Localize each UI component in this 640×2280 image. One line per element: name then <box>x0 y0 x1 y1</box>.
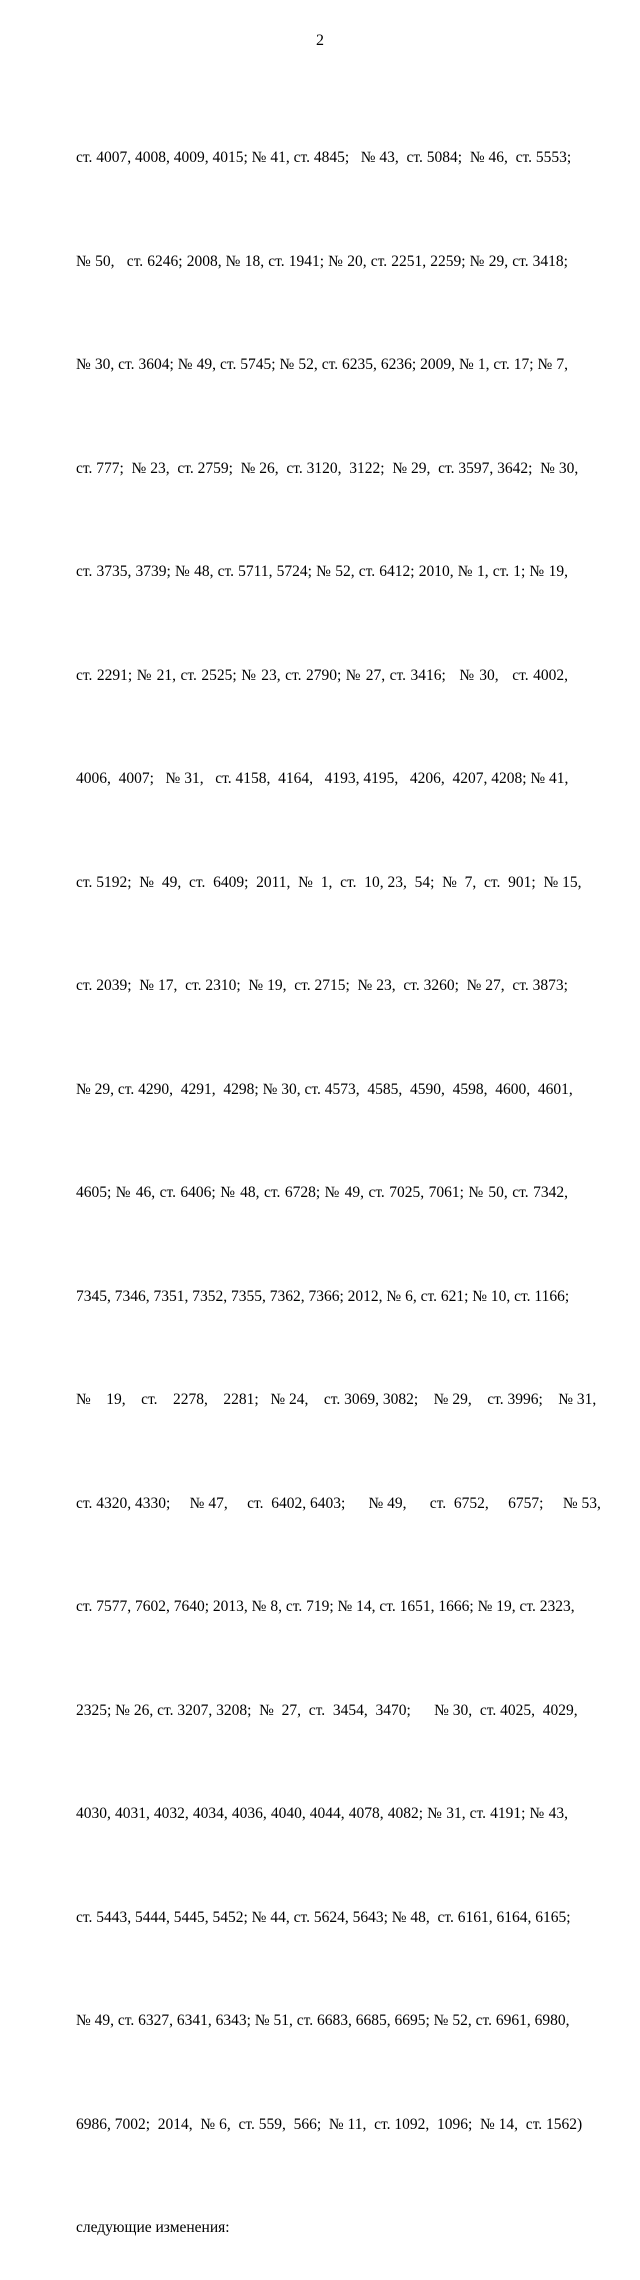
text-line: ст. 3735, 3739; № 48, ст. 5711, 5724; № 52, ст. 6412; 2010, № 1, ст. 1; № 19, <box>76 563 568 580</box>
text-line: ст. 2039; № 17, ст. 2310; № 19, ст. 2715; № 23, ст. 3260; № 27, ст. 3873; <box>76 977 568 994</box>
text-line: следующие изменения: <box>76 2219 230 2236</box>
text-line: 2325; № 26, ст. 3207, 3208; № 27, ст. 3454, 3470; № 30, ст. 4025, 4029, <box>76 1701 578 1719</box>
text-line: ст. 2291; № 21, ст. 2525; № 23, ст. 2790; № 27, ст. 3416; № 30, ст. 4002, <box>76 666 568 684</box>
text-line: ст. 4007, 4008, 4009, 4015; № 41, ст. 4845; № 43, ст. 5084; № 46, ст. 5553; <box>76 149 572 166</box>
text-line: 7345, 7346, 7351, 7352, 7355, 7362, 7366; 2012, № 6, ст. 621; № 10, ст. 1166; <box>76 1287 570 1305</box>
text-line: ст. 5192; № 49, ст. 6409; 2011, № 1, ст. 10, 23, 54; № 7, ст. 901; № 15, <box>76 873 582 891</box>
text-line: № 50, ст. 6246; 2008, № 18, ст. 1941; № 20, ст. 2251, 2259; № 29, ст. 3418; <box>76 252 568 270</box>
text-line: ст. 5443, 5444, 5445, 5452; № 44, ст. 5624, 5643; № 48, ст. 6161, 6164, 6165; <box>76 1908 571 1926</box>
text-line: № 19, ст. 2278, 2281; № 24, ст. 3069, 3082; № 29, ст. 3996; № 31, <box>76 1391 597 1408</box>
text-line: 4605; № 46, ст. 6406; № 48, ст. 6728; № 49, ст. 7025, 7061; № 50, ст. 7342, <box>76 1184 568 1201</box>
body-text <box>76 72 601 2280</box>
text-line: ст. 4320, 4330; № 47, ст. 6402, 6403; № 49, ст. 6752, 6757; № 53, <box>76 1494 601 1512</box>
text-line: 4030, 4031, 4032, 4034, 4036, 4040, 4044, 4078, 4082; № 31, ст. 4191; № 43, <box>76 1805 568 1822</box>
text-line: ст. 7577, 7602, 7640; 2013, № 8, ст. 719; № 14, ст. 1651, 1666; № 19, ст. 2323, <box>76 1598 575 1615</box>
text-line: № 30, ст. 3604; № 49, ст. 5745; № 52, ст. 6235, 6236; 2009, № 1, ст. 17; № 7, <box>76 356 568 373</box>
text-line: № 49, ст. 6327, 6341, 6343; № 51, ст. 6683, 6685, 6695; № 52, ст. 6961, 6980, <box>76 2012 570 2029</box>
text-line: ст. 777; № 23, ст. 2759; № 26, ст. 3120, 3122; № 29, ст. 3597, 3642; № 30, <box>76 459 579 477</box>
text-line: 6986, 7002; 2014, № 6, ст. 559, 566; № 11, ст. 1092, 1096; № 14, ст. 1562) <box>76 2115 583 2133</box>
text-line: 4006, 4007; № 31, ст. 4158, 4164, 4193, 4195, 4206, 4207, 4208; № 41, <box>76 770 569 787</box>
text-line: № 29, ст. 4290, 4291, 4298; № 30, ст. 4573, 4585, 4590, 4598, 4600, 4601, <box>76 1080 573 1098</box>
page-number: 2 <box>316 32 324 49</box>
